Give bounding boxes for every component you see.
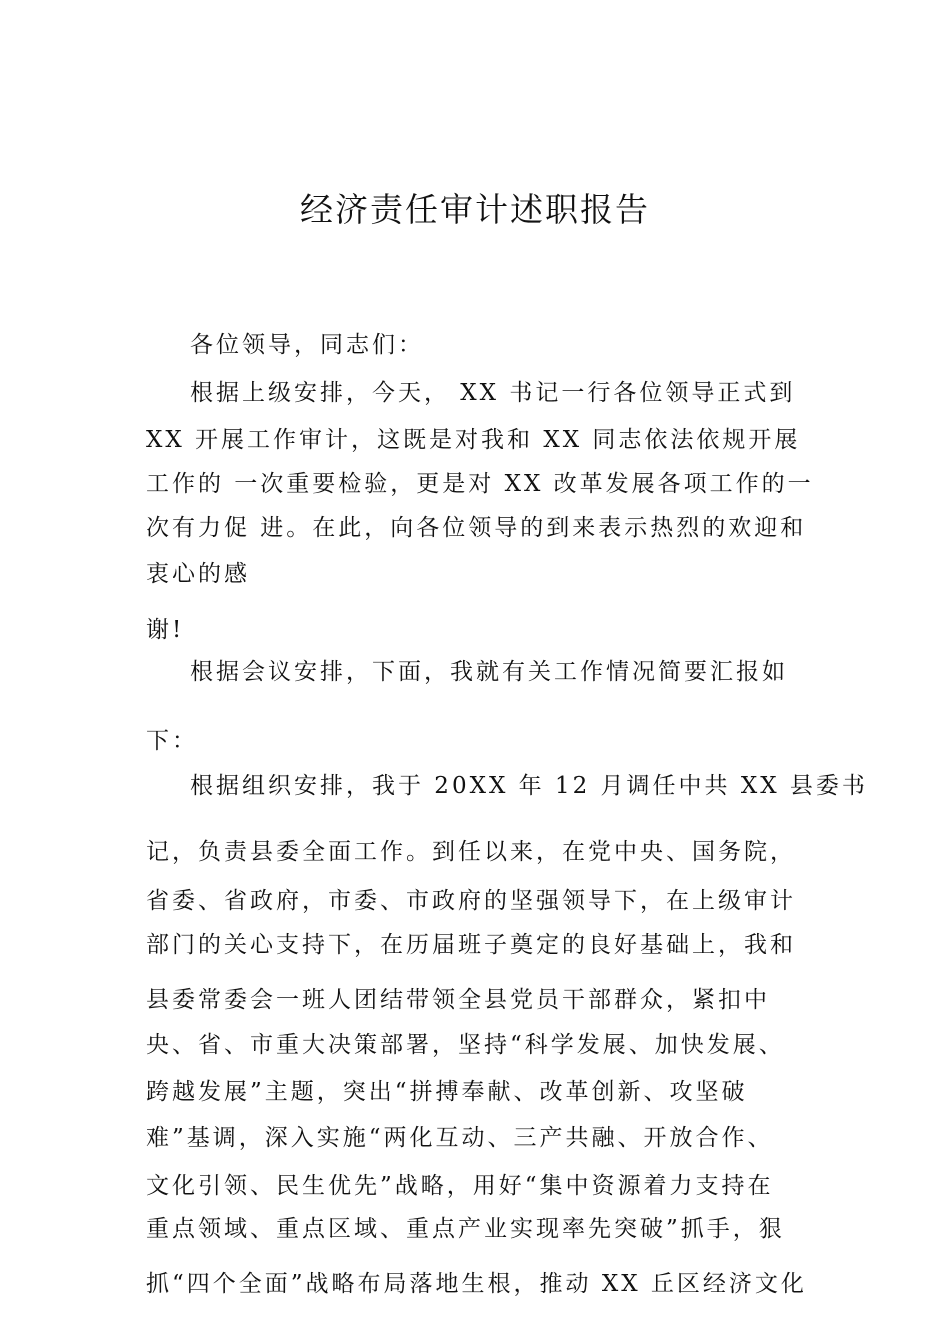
body-line: 根据会议安排，下面，我就有关工作情况简要汇报如: [190, 659, 788, 685]
body-line: XX 开展工作审计，这既是对我和 XX 同志依法依规开展: [146, 427, 801, 453]
body-line: 下：: [146, 728, 198, 754]
salutation-line: 各位领导，同志们：: [190, 332, 424, 358]
body-line: 根据上级安排，今天， XX 书记一行各位领导正式到: [190, 380, 796, 406]
body-line: 根据组织安排，我于 20XX 年 12 月调任中共 XX 县委书: [190, 773, 868, 799]
body-line: 次有力促 进。在此，向各位领导的到来表示热烈的欢迎和: [146, 515, 807, 541]
body-line: 谢!: [146, 617, 185, 643]
body-line: 工作的 一次重要检验，更是对 XX 改革发展各项工作的一: [146, 471, 814, 497]
body-line: 省委、省政府，市委、市政府的坚强领导下，在上级审计: [146, 888, 796, 914]
body-line: 记，负责县委全面工作。到任以来，在党中央、国务院，: [146, 839, 796, 865]
body-line: 跨越发展”主题，突出“拼搏奉献、改革创新、攻坚破: [146, 1079, 748, 1105]
body-line: 文化引领、民生优先”战略，用好“集中资源着力支持在: [146, 1173, 774, 1199]
document-title: 经济责任审计述职报告: [300, 190, 650, 229]
body-line: 重点领域、重点区域、重点产业实现率先突破”抓手，狠: [146, 1216, 785, 1242]
body-line: 抓“四个全面”战略布局落地生根，推动 XX 丘区经济文化: [146, 1271, 807, 1297]
body-line: 县委常委会一班人团结带领全县党员干部群众，紧扣中: [146, 987, 770, 1013]
body-line: 部门的关心支持下，在历届班子奠定的良好基础上，我和: [146, 932, 796, 958]
body-line: 难”基调，深入实施“两化互动、三产共融、开放合作、: [146, 1125, 774, 1151]
body-line: 衷心的感: [146, 561, 250, 587]
body-line: 央、省、市重大决策部署，坚持“科学发展、加快发展、: [146, 1032, 785, 1058]
